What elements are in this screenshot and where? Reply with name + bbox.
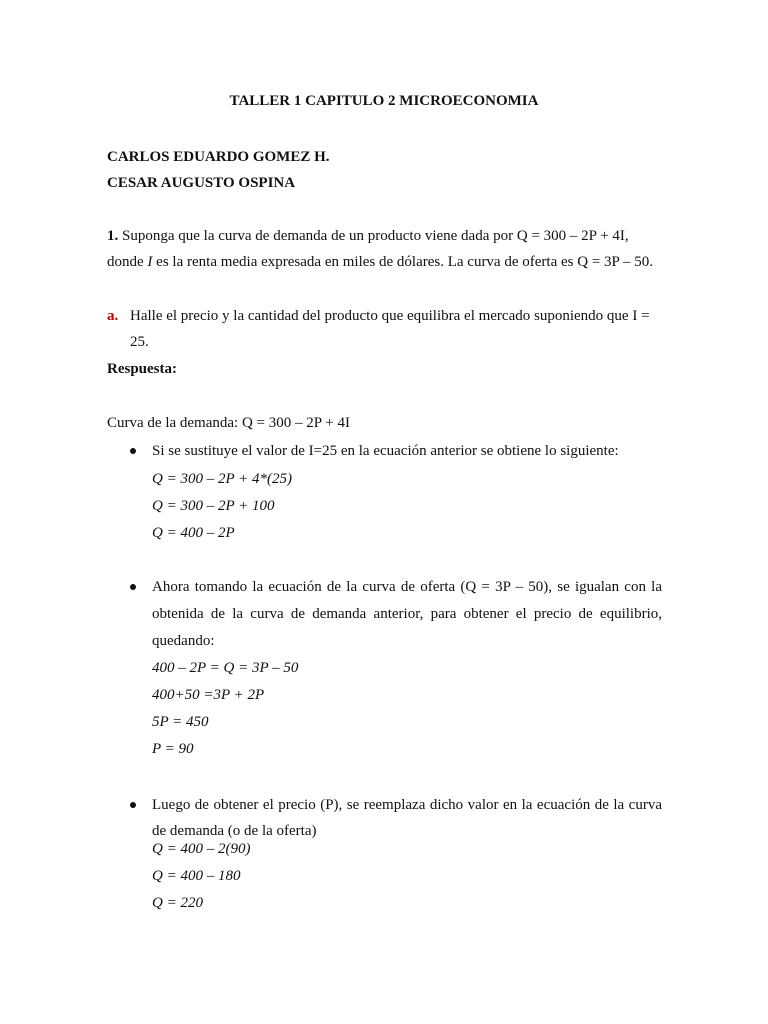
problem-demand-equation: Q = 300 – 2P + 4I, — [516, 228, 629, 244]
bullet-3-eq-1: Q = 400 – 2(90) — [152, 841, 251, 857]
bullet-2-eq-3: 5P = 450 — [152, 714, 209, 730]
problem-income-var: I — [147, 254, 153, 270]
author-1: CARLOS EDUARDO GOMEZ H. — [107, 149, 330, 165]
problem-text-2a: donde — [107, 254, 144, 270]
bullet-1-eq-2: Q = 300 – 2P + 100 — [152, 498, 275, 514]
demand-line — [107, 413, 350, 433]
bullet-icon — [130, 584, 136, 590]
problem-text-2b: es la renta media expresada en miles de dólares. La curva de oferta es — [156, 254, 574, 270]
document-title: TALLER 1 CAPITULO 2 MICROECONOMIA — [229, 93, 539, 109]
demand-equation: Q = 300 – 2P + 4I — [241, 415, 350, 431]
bullet-1-eq-3: Q = 400 – 2P — [152, 525, 235, 541]
bullet-icon — [130, 448, 136, 454]
part-a-income-eq: I = — [632, 308, 650, 324]
part-a-line-1 — [130, 306, 650, 326]
bullet-3-line-1: Luego de obtener el precio (P), se reemplaza dicho valor en la ecuación de la curva — [152, 797, 662, 813]
part-a-text: Halle el precio y la cantidad del producto que equilibra el mercado suponiendo que — [130, 308, 629, 324]
bullet-3-eq-3: Q = 220 — [152, 895, 203, 911]
bullet-2-eq-2: 400+50 =3P + 2P — [152, 687, 265, 703]
bullet-3-line-2: de demanda (o de la oferta) — [152, 823, 317, 839]
problem-text-1: Suponga que la curva de demanda de un producto viene dada por — [122, 228, 514, 244]
author-2: CESAR AUGUSTO OSPINA — [107, 175, 296, 191]
bullet-2-line-3: quedando: — [152, 633, 215, 649]
bullet-3-eq-2: Q = 400 – 180 — [152, 868, 241, 884]
problem-line-2 — [107, 252, 653, 272]
demand-label: Curva de la demanda: — [107, 415, 239, 431]
bullet-2-line-2: obtenida de la curva de demanda anterior, para obtener el precio de equilibrio, — [152, 606, 662, 622]
bullet-icon — [130, 802, 136, 808]
part-a-line-2: 25. — [130, 334, 149, 350]
part-a-label: a. — [107, 308, 119, 324]
answer-label: Respuesta: — [107, 361, 177, 377]
bullet-2-eq-4: P = 90 — [152, 741, 194, 757]
bullet-1-text: Si se sustituye el valor de I=25 en la ecuación anterior se obtiene lo siguiente: — [152, 443, 619, 459]
bullet-1-eq-1: Q = 300 – 2P + 4*(25) — [152, 471, 292, 487]
problem-line-1 — [107, 226, 629, 246]
bullet-2-line-1: Ahora tomando la ecuación de la curva de oferta (Q = 3P – 50), se igualan con la — [152, 579, 662, 595]
problem-supply-equation: Q = 3P – 50. — [577, 254, 654, 270]
bullet-2-eq-1: 400 – 2P = Q = 3P – 50 — [152, 660, 299, 676]
problem-number: 1. — [107, 228, 119, 244]
